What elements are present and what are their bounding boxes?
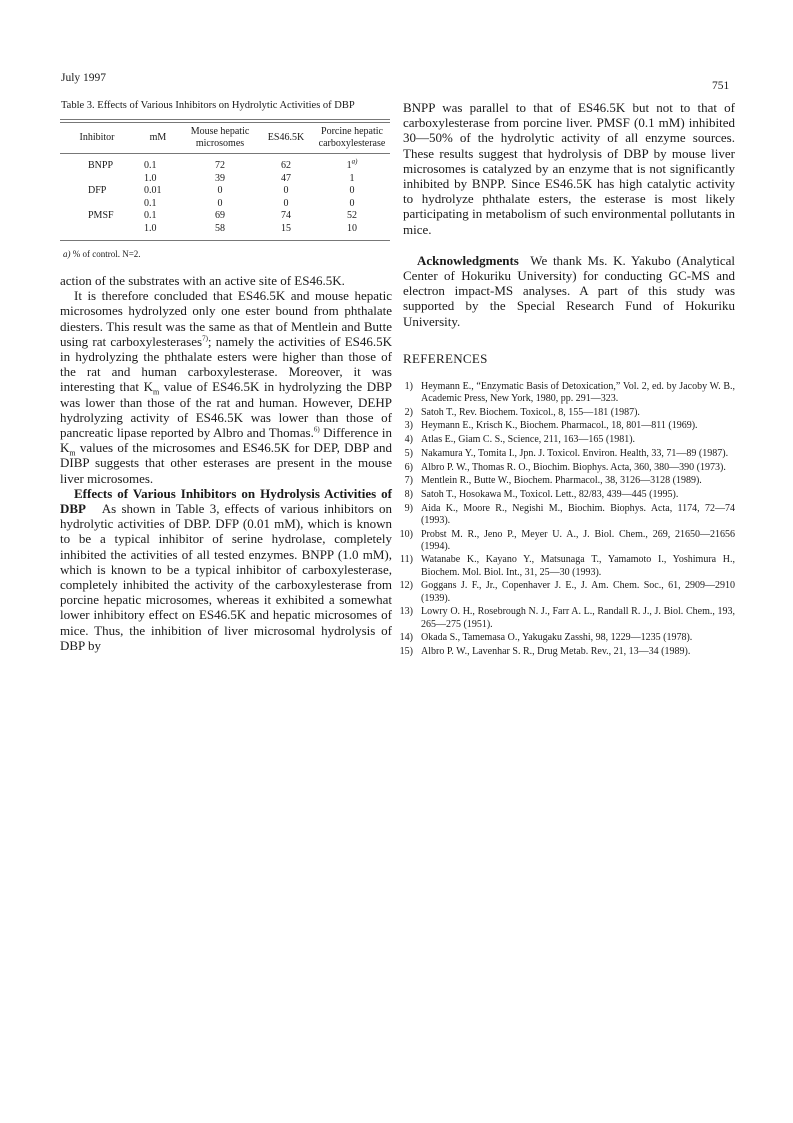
col-header-es: ES46.5K: [258, 123, 314, 154]
cell-mm: [134, 185, 182, 198]
cell-mm-value: 0.1: [144, 160, 157, 171]
reference-text: Okada S., Tamemasa O., Yakugaku Zasshi, 98, 1229—1235 (1978).: [421, 632, 693, 644]
table-row: [60, 210, 390, 223]
table-caption: Table 3. Effects of Various Inhibitors on Hydrolytic Activities of DBP: [61, 100, 355, 111]
reference-number: 4): [404, 434, 413, 446]
text-run: It is therefore concluded that ES46.5K and mouse hepatic microsomes hydrolyzed only one ester bound from phthalate diesters. This result was the same as that of Mentlein and Butte using rat carboxylesterases: [60, 288, 392, 349]
cell-es-value: 0: [283, 197, 289, 209]
reference-number: 14): [399, 632, 413, 644]
cell-porcine-value: 0: [349, 197, 355, 209]
cell-porcine-value: 10: [347, 222, 357, 234]
text-run: As shown in Table 3, effects of various inhibitors on hydrolytic activities of DBP. DFP (0.01 mM), which is known to be a typical inhibitor of serine hydrolase, completely inhibited the activities of all tested enzymes. BNPP (1.0 mM), which is known to be a typical inhibitor of carboxylesterase, completely inhibited the activity of the carboxylesterase from porcine hepatic microsomes, whereas it exhibited a somewhat lower inhibitory effect on ES46.5K and hepatic microsomes of mice. Thus, the inhibition of liver microsomal hydrolysis of DBP by: [60, 501, 393, 653]
citation-ref: 7): [202, 334, 208, 343]
references-heading: REFERENCES: [403, 350, 488, 366]
reference-item: [399, 645, 735, 658]
paragraph-acknowledgments: [403, 253, 735, 329]
cell-mouse-value: 58: [215, 222, 225, 234]
paragraph-continuation: action of the substrates with an active site of ES46.5K.: [60, 273, 345, 288]
table-row: [60, 223, 390, 241]
cell-es: [258, 223, 314, 241]
reference-item: [403, 434, 735, 446]
reference-item: [403, 448, 735, 460]
cell-porcine: [314, 210, 390, 223]
reference-item: [403, 503, 735, 527]
cell-mm: [134, 210, 182, 223]
reference-item: [403, 407, 735, 419]
col-header-mouse: Mouse hepatic microsomes: [182, 123, 258, 154]
cell-porcine-value: 1: [346, 160, 352, 171]
reference-number: 9): [404, 502, 413, 514]
reference-item: [403, 489, 735, 501]
cell-es-value: 15: [281, 222, 291, 234]
reference-number: 2): [404, 406, 413, 418]
reference-number: 10): [399, 528, 413, 540]
reference-number: 6): [404, 461, 413, 473]
reference-item: [403, 381, 735, 405]
reference-number: 8): [404, 488, 413, 500]
footnote-text: % of control. N=2.: [72, 249, 141, 259]
cell-mm: [134, 223, 182, 241]
reference-item: [399, 580, 735, 604]
cell-mouse: [182, 198, 258, 211]
section-heading: Effects of Various Inhibitors on Hydrolysis Activities of DBP: [60, 485, 392, 517]
cell-mouse-value: 39: [215, 172, 225, 184]
cell-porcine: [314, 223, 390, 241]
reference-text: Lowry O. H., Rosebrough N. J., Farr A. L., Randall R. J., J. Biol. Chem., 193, 265—275 (1951).: [421, 606, 735, 630]
subscript-m: m: [69, 448, 76, 458]
cell-mouse: [182, 223, 258, 241]
cell-mm: [134, 173, 182, 186]
reference-text: Heymann E., “Enzymatic Basis of Detoxication,” Vol. 2, ed. by Jacoby W. B., Academic Press, New York, 1980, pp. 291—323.: [421, 380, 735, 405]
cell-es: [258, 198, 314, 211]
cell-mouse-value: 69: [215, 210, 225, 221]
cell-mm-value: 0.1: [144, 210, 157, 221]
col-header-porcine: Porcine hepatic carboxylesterase: [314, 123, 390, 154]
left-column: [60, 100, 392, 653]
cell-inhibitor-value: PMSF: [88, 210, 114, 221]
cell-inhibitor-value: BNPP: [88, 160, 114, 171]
reference-number: 5): [404, 447, 413, 459]
subscript-m: m: [153, 388, 160, 398]
cell-mm-value: 1.0: [144, 172, 157, 184]
cell-porcine-value: 0: [349, 185, 355, 196]
table-header-row: [60, 123, 390, 154]
reference-text: Atlas E., Giam C. S., Science, 211, 163—165 (1981).: [421, 434, 636, 446]
cell-mouse-value: 0: [217, 185, 223, 196]
cell-mm: [134, 198, 182, 211]
cell-mouse: [182, 173, 258, 186]
reference-number: 1): [404, 380, 413, 392]
citation-ref: 6): [313, 425, 320, 434]
text-run: values of the microsomes and ES46.5K for DEP, DBP and DIBP suggests that other esterases are present in the mouse liver microsomes.: [60, 440, 392, 486]
reference-item: [403, 475, 735, 487]
paragraph-conclusion: [60, 288, 392, 486]
cell-inhibitor: [60, 223, 134, 241]
acknowledgments-heading: Acknowledgments: [417, 252, 519, 268]
text-run: Difference in K: [60, 425, 392, 456]
cell-porcine: [314, 198, 390, 211]
cell-mouse: [182, 185, 258, 198]
running-header-date: July 1997: [61, 72, 107, 84]
reference-text: Probst M. R., Jeno P., Meyer U. A., J. Biol. Chem., 269, 21650—21656 (1994).: [421, 528, 735, 552]
reference-number: 13): [399, 606, 413, 618]
reference-number: 3): [404, 420, 413, 432]
cell-mouse: [182, 154, 258, 173]
cell-porcine: [314, 185, 390, 198]
table-row: [60, 173, 390, 186]
cell-porcine-value: 1: [349, 172, 355, 184]
reference-item: [403, 420, 735, 432]
reference-item: [403, 462, 735, 474]
cell-es: [258, 173, 314, 186]
reference-item: [399, 606, 735, 630]
cell-inhibitor: [60, 198, 134, 211]
table-footnote: [63, 249, 392, 259]
cell-mouse-value: 72: [215, 160, 225, 171]
reference-item: [399, 528, 735, 553]
cell-inhibitor: [60, 173, 134, 186]
paragraph-bnpp: BNPP was parallel to that of ES46.5K but not to that of carboxylesterase from porcine liver. PMSF (0.1 mM) inhibited 30—50% of the hydrolytic activity of all enzyme sources. These results suggest that hydrolysis of DBP by mouse liver microsomes is catalyzed by an enzyme that is not significantly inhibited by BNPP. Since ES46.5K has high catalytic activity to hydrolyze phthalate esters, the esterase is most likely participating in metabolism of such environmental pollutants in mice.: [403, 100, 735, 237]
cell-mm-value: 1.0: [144, 222, 157, 234]
cell-inhibitor: [60, 210, 134, 223]
reference-number: 11): [400, 554, 413, 566]
reference-text: Mentlein R., Butte W., Biochem. Pharmacol., 38, 3126—3128 (1989).: [421, 475, 702, 487]
col-header-mm: mM: [134, 123, 182, 154]
reference-text: Albro P. W., Thomas R. O., Biochim. Biophys. Acta, 360, 380—390 (1973).: [421, 461, 726, 473]
footnote-mark: a): [63, 249, 71, 259]
reference-text: Albro P. W., Lavenhar S. R., Drug Metab. Rev., 21, 13—34 (1989).: [421, 645, 691, 657]
table-body: [60, 154, 390, 241]
references-list: [399, 380, 735, 658]
reference-number: 15): [399, 645, 413, 657]
reference-item: [400, 554, 735, 578]
cell-es-value: 0: [283, 185, 289, 196]
cell-es-value: 74: [281, 210, 291, 221]
cell-es: [258, 210, 314, 223]
reference-text: Goggans J. F., Jr., Copenhaver J. E., J. Am. Chem. Soc., 61, 2909—2910 (1939).: [421, 580, 735, 604]
reference-text: Satoh T., Rev. Biochem. Toxicol., 8, 155—181 (1987).: [421, 406, 640, 418]
reference-item: [399, 632, 735, 644]
cell-porcine-value: 52: [347, 210, 357, 221]
text-run: ; namely the activities of ES46.5K in hydrolyzing the phthalate esters were higher than those of the rat and human carboxylesterase. Moreover, it was interesting that K: [60, 333, 393, 395]
cell-porcine: [314, 173, 390, 186]
cell-es: [258, 185, 314, 198]
reference-number: 7): [404, 475, 413, 487]
cell-mm: [134, 154, 182, 173]
right-column: [399, 100, 735, 660]
reference-text: Watanabe K., Kayano Y., Matsunaga T., Yamamoto I., Yoshimura H., Biochem. Mol. Biol. Int., 31, 25—30 (1993).: [421, 554, 735, 578]
cell-mm-value: 0.01: [144, 185, 162, 196]
reference-number: 12): [399, 580, 413, 592]
cell-es-value: 47: [281, 172, 291, 184]
page-number: 751: [712, 80, 730, 92]
table-row: [60, 198, 390, 211]
cell-es: [258, 154, 314, 173]
cell-inhibitor-value: DFP: [88, 185, 107, 196]
cell-mm-value: 0.1: [144, 197, 157, 209]
col-header-inhibitor: Inhibitor: [60, 123, 134, 154]
text-run: We thank Ms. K. Yakubo (Analytical Center of Hokuriku University) for conducting GC-MS and electron impact-MS analyses. A part of this study was supported by the Special Research Fund of Hokuriku University.: [403, 252, 735, 329]
cell-porcine: [314, 154, 390, 173]
text-run: value of ES46.5K in hydrolyzing the DBP was lower than those of the rat and human. However, DEHP hydrolyzing activity of ES46.5K was lower than those of pancreatic lipase reported by Albro and Thomas.: [60, 379, 392, 441]
inhibitor-table: [60, 119, 390, 241]
footnote-marker: a): [351, 157, 358, 166]
reference-text: Nakamura Y., Tomita I., Jpn. J. Toxicol. Environ. Health, 33, 71—89 (1987).: [421, 447, 729, 459]
cell-es-value: 62: [281, 160, 291, 171]
cell-mouse-value: 0: [217, 197, 223, 209]
cell-inhibitor: [60, 154, 134, 173]
cell-inhibitor: [60, 185, 134, 198]
reference-text: Satoh T., Hosokawa M., Toxicol. Lett., 82/83, 439—445 (1995).: [421, 488, 679, 500]
reference-text: Aida K., Moore R., Negishi M., Biochim. Biophys. Acta, 1174, 72—74 (1993).: [421, 502, 735, 526]
cell-mouse: [182, 210, 258, 223]
reference-text: Heymann E., Krisch K., Biochem. Pharmacol., 18, 801—811 (1969).: [421, 420, 698, 432]
table-row: [60, 185, 390, 198]
table-row: [60, 154, 390, 173]
paragraph-inhibitors: [60, 486, 392, 653]
